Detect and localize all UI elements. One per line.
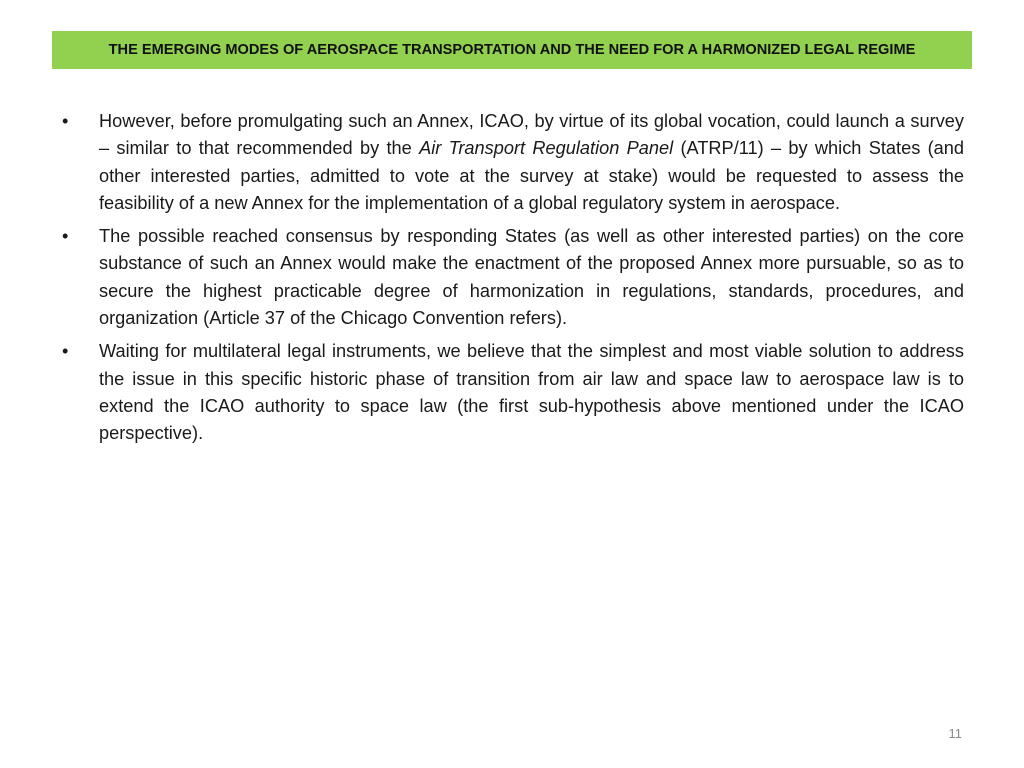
slide-title: THE EMERGING MODES OF AEROSPACE TRANSPORTATION AND THE NEED FOR A HARMONIZED LEGAL REGIME [108, 42, 916, 58]
page-number: 11 [948, 726, 962, 741]
bullet-item [62, 108, 964, 217]
bullet-list [62, 108, 964, 454]
bullet-icon: • [62, 226, 69, 247]
bullet-icon: • [62, 341, 69, 362]
bullet-emphasis: Air Transport Regulation Panel [419, 138, 674, 159]
bullet-icon: • [62, 111, 69, 131]
bullet-text-continued: (ATRP/11) – by which States (and other interested parties, admitted to vote at the survey at stake) would be requested to assess the feasibility of a new Annex for the implementation of a global regulatory system in aerospace. [99, 138, 964, 213]
bullet-item [62, 338, 964, 447]
title-banner [52, 31, 972, 69]
bullet-text: Waiting for multilateral legal instruments, we believe that the simplest and most viable solution to address the issue in this specific historic phase of transition from air law and space law to aerospace law is to extend the ICAO authority to space law (the first sub-hypothesis above mentioned under the ICAO perspective). [99, 341, 964, 444]
bullet-item [62, 223, 964, 332]
bullet-text: The possible reached consensus by responding States (as well as other interested parties) on the core substance of such an Annex would make the enactment of the proposed Annex more pursuable, so as to secure the highest practicable degree of harmonization in regulations, standards, procedures, and organization (Article 37 of the Chicago Convention refers). [99, 226, 964, 329]
bullet-text: However, before promulgating such an Annex, ICAO, by virtue of its global vocation, could launch a survey – similar to that recommended by the [99, 111, 964, 159]
